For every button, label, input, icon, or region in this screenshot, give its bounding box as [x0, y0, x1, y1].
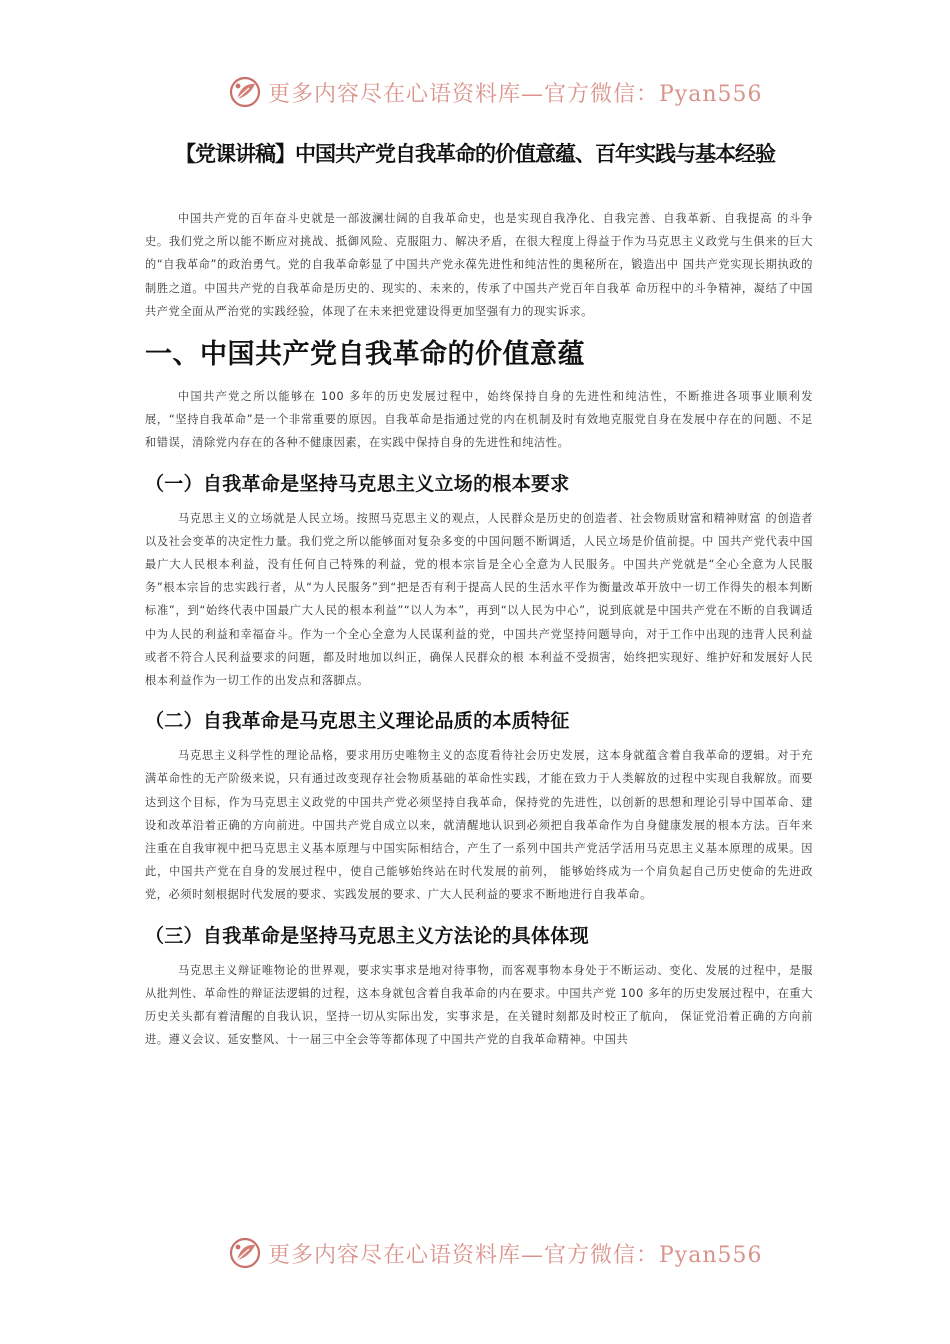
subsection-heading-2: （二）自我革命是马克思主义理论品质的本质特征 — [145, 710, 570, 733]
section-heading-1: 一、中国共产党自我革命的价值意蕴 — [145, 339, 585, 371]
section-1-paragraph: 中国共产党之所以能够在 100 多年的历史发展过程中，始终保持自身的先进性和纯洁性，不断推进各项事业顺利发展，“坚持自我革命”是一个非常重要的原因。自我革命是指通过党的内在机制及时有效地克服党自身在发展中存在的问题、不足和错误，清除党内存在的各种不健康因素，在实践中保持自身的先进性和纯洁性。 — [145, 390, 813, 450]
footer-banner — [228, 1233, 763, 1273]
leaf-logo-icon — [228, 75, 262, 109]
subsection-heading-1: （一）自我革命是坚持马克思主义立场的根本要求 — [145, 472, 570, 495]
document-title: 【党课讲稿】中国共产党自我革命的价值意蕴、百年实践与基本经验 — [175, 142, 775, 166]
banner-text: 更多内容尽在心语资料库—官方微信：Pyan556 — [268, 1242, 763, 1268]
leaf-logo-icon — [228, 1236, 262, 1270]
header-banner — [228, 72, 763, 112]
banner-text: 更多内容尽在心语资料库—官方微信：Pyan556 — [268, 81, 763, 107]
subsection-3-paragraph: 马克思主义辩证唯物论的世界观，要求实事求是地对待事物，而客观事物本身处于不断运动、变化、发展的过程中，是服从批判性、革命性的辩证法逻辑的过程，这本身就包含着自我革命的内在要求。中国共产党 100 多年的历史发展过程中，在重大历史关头都有着清醒的自我认识，坚持一切从实际出发，实事求是，在关键时刻都及时校正了航向， 保证党沿着正确的方向前进。遵义会议、延安整风、十一届三中全会等等都体现了中国共产党的自我革命精神。中国共 — [145, 963, 813, 1047]
document-body — [145, 207, 813, 1051]
subsection-1-paragraph: 马克思主义的立场就是人民立场。按照马克思主义的观点，人民群众是历史的创造者、社会物质财富和精神财富 的创造者以及社会变革的决定性力量。我们党之所以能够面对复杂多变的中国问题不断调适，人民立场是价值前提。中 国共产党代表中国最广大人民根本利益，没有任何自己特殊的利益，党的根本宗旨是全心全意为人民服务。中国共产党就是“全心全意为人民服务”根本宗旨的忠实践行者，从“为人民服务”到“把是否有利于提高人民的生活水平作为衡量改革开放中一切工作得失的根本判断标准”，到“始终代表中国最广大人民的根本利益”“以人为本”，再到“以人民为中心”，说到底就是中国共产党在不断的自我调适中为人民的利益和幸福奋斗。作为一个全心全意为人民谋利益的党，中国共产党坚持问题导向，对于工作中出现的违背人民利益或者不符合人民利益要求的问题，都及时地加以纠正，确保人民群众的根 本利益不受损害，始终把实现好、维护好和发展好人民根本利益作为一切工作的出发点和落脚点。 — [145, 511, 813, 688]
subsection-2-paragraph: 马克思主义科学性的理论品格，要求用历史唯物主义的态度看待社会历史发展，这本身就蕴含着自我革命的逻辑。对于充满革命性的无产阶级来说，只有通过改变现存社会物质基础的革命性实践，才能在致力于人类解放的过程中实现自我解放。而要达到这个目标，作为马克思主义政党的中国共产党必须坚持自我革命，保持党的先进性，以创新的思想和理论引导中国革命、建设和改革沿着正确的方向前进。中国共产党自成立以来，就清醒地认识到必须把自我革命作为自身健康发展的根本方法。百年来注重在自我审视中把马克思主义基本原理与中国实际相结合，产生了一系列中国共产党活学活用马克思主义基本原理的成果。因此，中国共产党在自身的发展过程中，使自己能够始终站在时代发展的前列， 能够始终成为一个肩负起自己历史使命的先进政党，必须时刻根据时代发展的要求、实践发展的要求、广大人民利益的要求不断地进行自我革命。 — [145, 749, 813, 902]
intro-paragraph: 中国共产党的百年奋斗史就是一部波澜壮阔的自我革命史，也是实现自我净化、自我完善、自我革新、自我提高 的斗争史。我们党之所以能不断应对挑战、抵御风险、克服阻力、解决矛盾，在很大程度上得益于作为马克思主义政党与生俱来的巨大的“自我革命”的政治勇气。党的自我革命彰显了中国共产党永葆先进性和纯洁性的奥秘所在，锻造出中 国共产党实现长期执政的制胜之道。中国共产党的自我革命是历史的、现实的、未来的，传承了中国共产党百年自我革 命历程中的斗争精神，凝结了中国共产党全面从严治党的实践经验，体现了在未来把党建设得更加坚强有力的现实诉求。 — [145, 212, 813, 318]
subsection-heading-3: （三）自我革命是坚持马克思主义方法论的具体体现 — [145, 924, 589, 947]
